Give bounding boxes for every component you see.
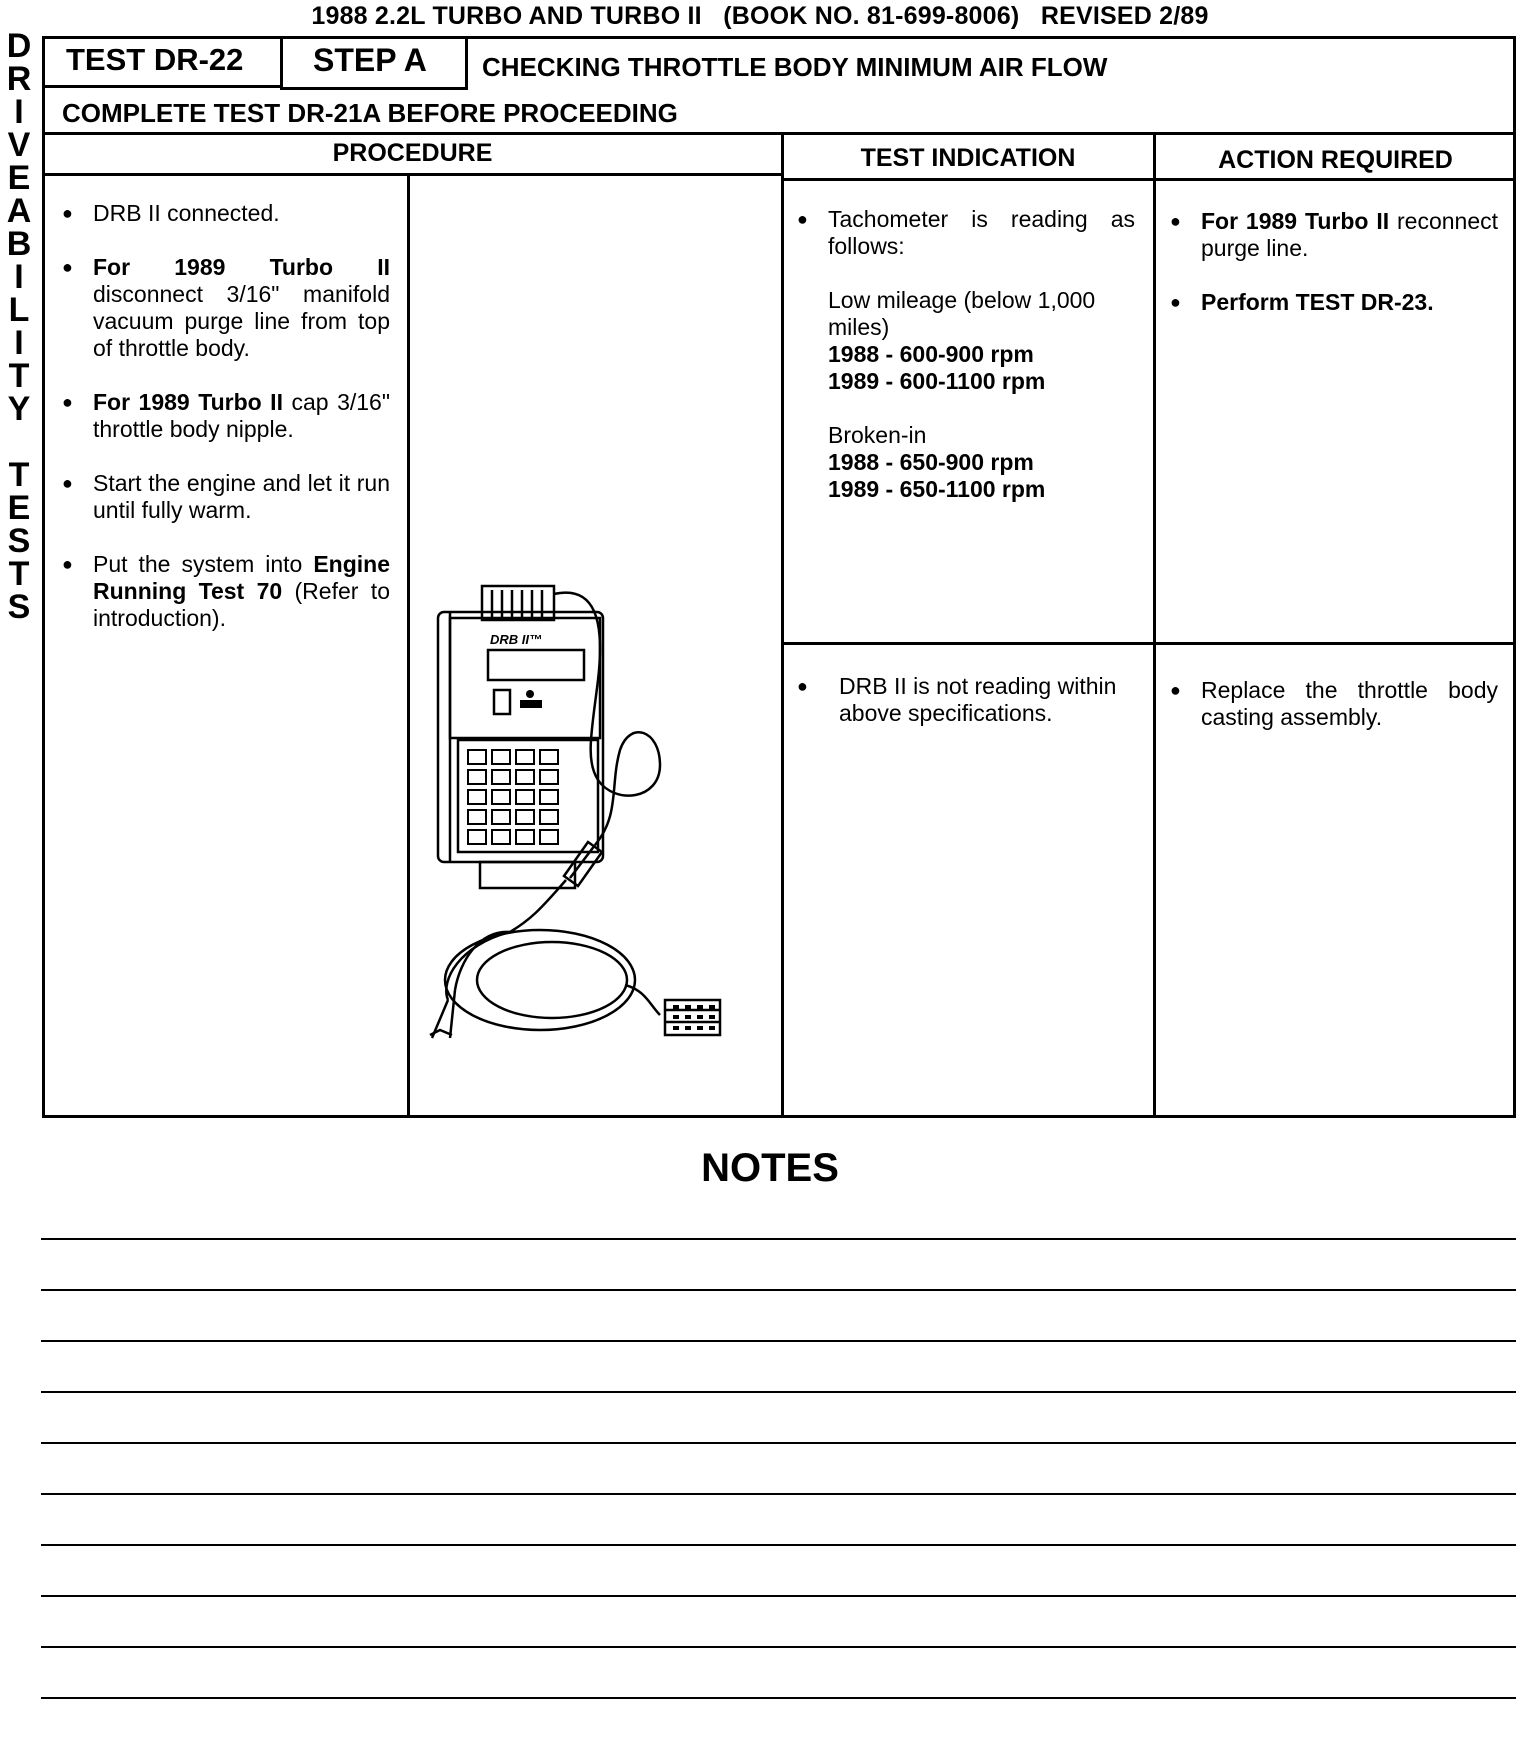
note-line <box>41 1442 1516 1444</box>
side-letter: I <box>14 258 24 296</box>
side-letter: R <box>6 60 32 98</box>
broken-in-1989: 1989 - 650-1100 rpm <box>828 476 1046 502</box>
indication-row-2 <box>795 673 1135 754</box>
side-letter: E <box>7 489 31 527</box>
notes-title: NOTES <box>701 1146 839 1190</box>
note-line <box>41 1340 1516 1342</box>
divider-figure-indication <box>781 132 784 1118</box>
low-mileage-label: Low mileage (below 1,000 miles) <box>828 287 1096 340</box>
header-revised: REVISED 2/89 <box>1040 2 1209 30</box>
side-letter: E <box>7 159 31 197</box>
side-letter: A <box>6 192 32 230</box>
side-letter: I <box>14 324 24 362</box>
side-letter <box>4 426 34 459</box>
note-line <box>41 1544 1516 1546</box>
header-row-bottom-left <box>42 173 783 176</box>
procedure-step: ● DRB II connected. <box>60 200 390 227</box>
divider-proc-figure <box>407 173 410 1118</box>
low-mileage-1989: 1989 - 600-1100 rpm <box>828 368 1046 394</box>
side-letter: S <box>7 588 31 626</box>
low-mileage-1988: 1988 - 600-900 rpm <box>828 341 1034 367</box>
note-line <box>41 1646 1516 1648</box>
side-letter: V <box>7 126 31 164</box>
header-row-bottom-right <box>781 178 1516 181</box>
header-book: (BOOK NO. 81-699-8006) <box>723 2 1020 30</box>
test-id: TEST DR-22 <box>66 42 244 77</box>
side-letter: L <box>8 291 30 329</box>
prerequisite: COMPLETE TEST DR-21A BEFORE PROCEEDING <box>62 98 678 128</box>
broken-in-1988: 1988 - 650-900 rpm <box>828 449 1034 475</box>
row-divider <box>781 642 1516 645</box>
page-header <box>0 2 1520 31</box>
side-tab-driveability-tests <box>4 27 34 626</box>
action-header: ACTION REQUIRED <box>1218 146 1453 174</box>
action-item: ● For 1989 Turbo II reconnect purge line. <box>1168 208 1498 262</box>
divider-indication-action <box>1153 132 1156 1118</box>
side-letter: S <box>7 522 31 560</box>
drb-ii-tester-illustration <box>420 560 765 1050</box>
action-row-2 <box>1168 677 1498 758</box>
note-line <box>41 1697 1516 1699</box>
procedure-step: ● Put the system into Engine Running Test 70 (Refer to introduction). <box>60 551 390 632</box>
device-label: DRB II™ <box>490 632 542 647</box>
indication-item: ● DRB II is not reading within above specifications. <box>795 673 1135 727</box>
indication-header: TEST INDICATION <box>860 144 1076 172</box>
action-item: ● Perform TEST DR-23. <box>1168 289 1498 316</box>
header-title: 1988 2.2L TURBO AND TURBO II <box>311 2 702 30</box>
note-line <box>41 1289 1516 1291</box>
procedure-list <box>60 200 390 659</box>
procedure-step: ● For 1989 Turbo II disconnect 3/16" manifold vacuum purge line from top of throttle body. <box>60 254 390 362</box>
note-line <box>41 1595 1516 1597</box>
indication-item <box>795 206 1135 503</box>
note-line <box>41 1238 1516 1240</box>
side-letter: Y <box>7 390 31 428</box>
note-line <box>41 1493 1516 1495</box>
side-letter: I <box>14 93 24 131</box>
indication-lead: ● Tachometer is reading as follows: <box>828 206 1135 259</box>
test-title: CHECKING THROTTLE BODY MINIMUM AIR FLOW <box>482 52 1108 82</box>
side-letter: T <box>8 555 30 593</box>
note-line <box>41 1391 1516 1393</box>
action-item: ● Replace the throttle body casting assembly. <box>1168 677 1498 731</box>
procedure-step: ● For 1989 Turbo II cap 3/16" throttle body nipple. <box>60 389 390 443</box>
procedure-step: ● Start the engine and let it run until fully warm. <box>60 470 390 524</box>
side-letter: B <box>6 225 32 263</box>
indication-row-1 <box>795 206 1135 503</box>
header-row-top <box>42 132 1516 135</box>
procedure-header: PROCEDURE <box>332 139 493 167</box>
action-row-1 <box>1168 208 1498 343</box>
broken-in-label: Broken-in <box>828 422 927 448</box>
side-letter: T <box>8 357 30 395</box>
step-label: STEP A <box>313 42 427 78</box>
side-letter: T <box>8 456 30 494</box>
side-letter: D <box>6 27 32 65</box>
